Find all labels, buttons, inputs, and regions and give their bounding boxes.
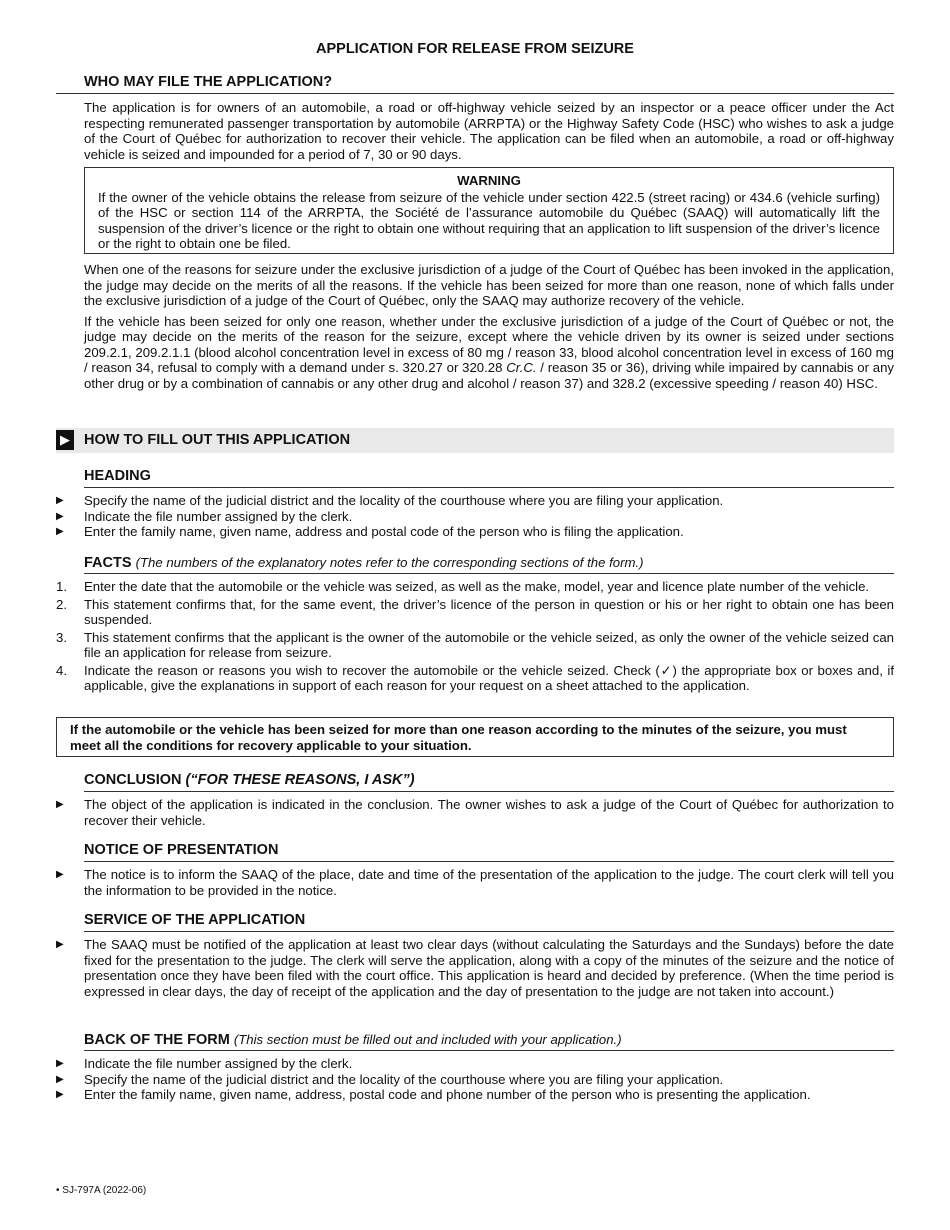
facts-list: [56, 579, 894, 696]
notice-subsection-title: NOTICE OF PRESENTATION: [84, 842, 279, 858]
conclusion-list: [56, 797, 894, 828]
conclusion-rule: [84, 791, 894, 792]
service-subsection-title: SERVICE OF THE APPLICATION: [84, 912, 306, 928]
item-number: 3.: [56, 629, 67, 645]
list-item: [56, 1087, 894, 1103]
facts-subsection-title: [84, 555, 894, 572]
form-code-footer: • SJ-797A (2022-06): [56, 1185, 147, 1196]
who-intro: [84, 100, 894, 167]
list-item-text: This statement confirms that, for the same event, the driver’s licence of the person in question or his or her right to obtain one has been suspended.: [84, 596, 894, 627]
who-para-3: [84, 314, 894, 392]
heading-subsection-title: HEADING: [84, 468, 151, 484]
service-list: [56, 937, 894, 999]
warning-box: [84, 167, 894, 254]
item-number: 4.: [56, 662, 67, 678]
service-rule: [84, 931, 894, 932]
bullet-arrow-icon: ▶: [56, 510, 64, 522]
item-number: 2.: [56, 596, 67, 612]
conclusion-subsection-title: [84, 773, 894, 789]
list-item-text: Enter the family name, given name, address, postal code and phone number of the person who is presenting the application.: [84, 1087, 811, 1102]
who-para-3-italic: Cr.C.: [506, 360, 537, 375]
list-item-text: The SAAQ must be notified of the application at least two clear days (without calculating the Saturdays and the Sundays) before the date fixed for the presentation to the judge. The clerk will serve the application, along with a copy of the minutes of the seizure and the notice of presentation once they have been filed with the court office. This application is heard and decided by preference. (When the time period is expressed in clear days, the day of receipt of the application and the day of presentation to the judge are not taken into account.): [84, 937, 894, 999]
notice-rule: [84, 861, 894, 862]
document-title: APPLICATION FOR RELEASE FROM SEIZURE: [316, 41, 634, 57]
warning-title: WARNING: [457, 173, 521, 188]
back-note: (This section must be filled out and included with your application.): [233, 1032, 622, 1047]
list-item: [56, 579, 894, 595]
list-item-text: Indicate the file number assigned by the clerk.: [84, 1056, 353, 1071]
list-item-text: The object of the application is indicated in the conclusion. The owner wishes to ask a judge of the Court of Québec for authorization to recover their vehicle.: [84, 797, 894, 828]
heading-rule: [84, 487, 894, 488]
notice-list: [56, 867, 894, 898]
list-item: [56, 663, 894, 694]
back-list: [56, 1056, 894, 1103]
back-rule: [84, 1050, 894, 1051]
conclusion-title-text: CONCLUSION: [84, 772, 182, 788]
bullet-arrow-icon: ▶: [56, 1073, 64, 1085]
who-heading: WHO MAY FILE THE APPLICATION?: [84, 74, 333, 90]
list-item: [56, 867, 894, 898]
who-intro-text: The application is for owners of an automobile, a road or off-highway vehicle seized by an inspector or a peace officer under the Act respecting remunerated passenger transportation by automobile (ARRPTA) or the Highway Safety Code (HSC) who wishes to ask a judge of the Court of Québec for authorization to recover their vehicle. The application can be filed when an automobile, a road or off-highway vehicle is seized and impounded for a period of 7, 30 or 90 days.: [84, 100, 894, 162]
warning-text: If the owner of the vehicle obtains the release from seizure of the vehicle under section 422.5 (street racing) or 434.6 (vehicle surfing) of the HSC or section 114 of the ARRPTA, the Société de l’assurance automobile du Québec (SAAQ) will automatically lift the suspension of the driver’s licence or the right to obtain one without requiring that an application to lift suspension of the driver’s licence or the right to obtain one be filed.: [98, 189, 880, 251]
back-title-text: BACK OF THE FORM: [84, 1032, 230, 1048]
list-item-text: Indicate the file number assigned by the clerk.: [84, 508, 353, 524]
list-item: [56, 597, 894, 628]
list-item-text: Enter the family name, given name, address and postal code of the person who is filing the application.: [84, 524, 684, 539]
how-to-title: HOW TO FILL OUT THIS APPLICATION: [84, 432, 351, 448]
list-item: [56, 524, 894, 540]
item-number: 1.: [56, 579, 67, 594]
list-item-text: Specify the name of the judicial district and the locality of the courthouse where you are filing your application.: [84, 1071, 724, 1087]
bullet-arrow-icon: ▶: [56, 869, 64, 880]
list-item: [56, 797, 894, 828]
facts-note-box-text: If the automobile or the vehicle has been seized for more than one reason according to the minutes of the seizure, you must meet all the conditions for recovery applicable to your situation.: [70, 722, 847, 753]
list-item: [56, 1072, 894, 1088]
list-item-text: The notice is to inform the SAAQ of the place, date and time of the presentation of the application to the judge. The court clerk will tell you the information to be provided in the notice.: [84, 867, 894, 898]
bullet-arrow-icon: ▶: [56, 495, 64, 506]
play-arrow-icon: ▶: [56, 430, 74, 450]
facts-note-box: [56, 717, 894, 757]
list-item-text: Indicate the reason or reasons you wish to recover the automobile or the vehicle seized. Check (✓) the appropriate box or boxes and, if applicable, give the explanations in support of each reason for your request on a sheet attached to the application.: [84, 662, 894, 693]
list-item: [56, 509, 894, 525]
list-item: [56, 1056, 894, 1072]
bullet-arrow-icon: ▶: [56, 526, 64, 537]
list-item-text: This statement confirms that the applicant is the owner of the automobile or the vehicle seized, as only the owner of the vehicle seized can file an application for release from seizure.: [84, 629, 894, 660]
facts-note: (The numbers of the explanatory notes refer to the corresponding sections of the form.): [135, 555, 644, 570]
back-subsection-title: [84, 1032, 894, 1049]
who-para-2: When one of the reasons for seizure under the exclusive jurisdiction of a judge of the Court of Québec has been invoked in the application, the judge may decide on the merits of all the reasons. If the vehicle has been seized for more than one reason, none of which falls under the exclusive jurisdiction of a judge of the Court of Québec, only the SAAQ may authorize recovery of the vehicle.: [84, 262, 894, 308]
who-details: [84, 262, 894, 396]
who-para-3-a: If the vehicle has been seized for only one reason, whether under the exclusive jurisdiction of a judge of the Court of Québec or not, the judge may decide on the merits of the reason for the seizure, except where the vehicle driven by its owner is seized under sections 209.2.1, 209.2.1.1 (blood alcohol concentration level in excess of 80 mg / reason 33, blood alcohol concentration level in excess of 160 mg / reason 34, refusal to comply with a demand under s. 320.27 or 320.28: [84, 313, 894, 375]
who-para-3-b: / reason 35 or 36), driving while impaired by cannabis or any other drug or by a combination of cannabis or any other drug and alcohol / reason 37) and 328.2 (excessive speeding / reason 40) HSC.: [84, 360, 894, 391]
bullet-arrow-icon: ▶: [56, 1089, 64, 1100]
conclusion-title-italic: (“FOR THESE REASONS, I ASK”): [185, 772, 415, 788]
bullet-arrow-icon: ▶: [56, 799, 64, 810]
heading-list: [56, 493, 894, 540]
list-item: [56, 493, 894, 509]
list-item-text: Specify the name of the judicial district and the locality of the courthouse where you are filing your application.: [84, 493, 724, 508]
who-heading-rule: [56, 93, 894, 94]
facts-rule: [84, 573, 894, 574]
list-item-text: Enter the date that the automobile or the vehicle was seized, as well as the make, model, year and licence plate number of the vehicle.: [84, 579, 870, 594]
list-item: [56, 630, 894, 661]
bullet-arrow-icon: ▶: [56, 939, 64, 950]
bullet-arrow-icon: ▶: [56, 1058, 64, 1069]
facts-title-text: FACTS: [84, 555, 132, 571]
list-item: [56, 937, 894, 999]
how-to-band: [56, 428, 894, 453]
